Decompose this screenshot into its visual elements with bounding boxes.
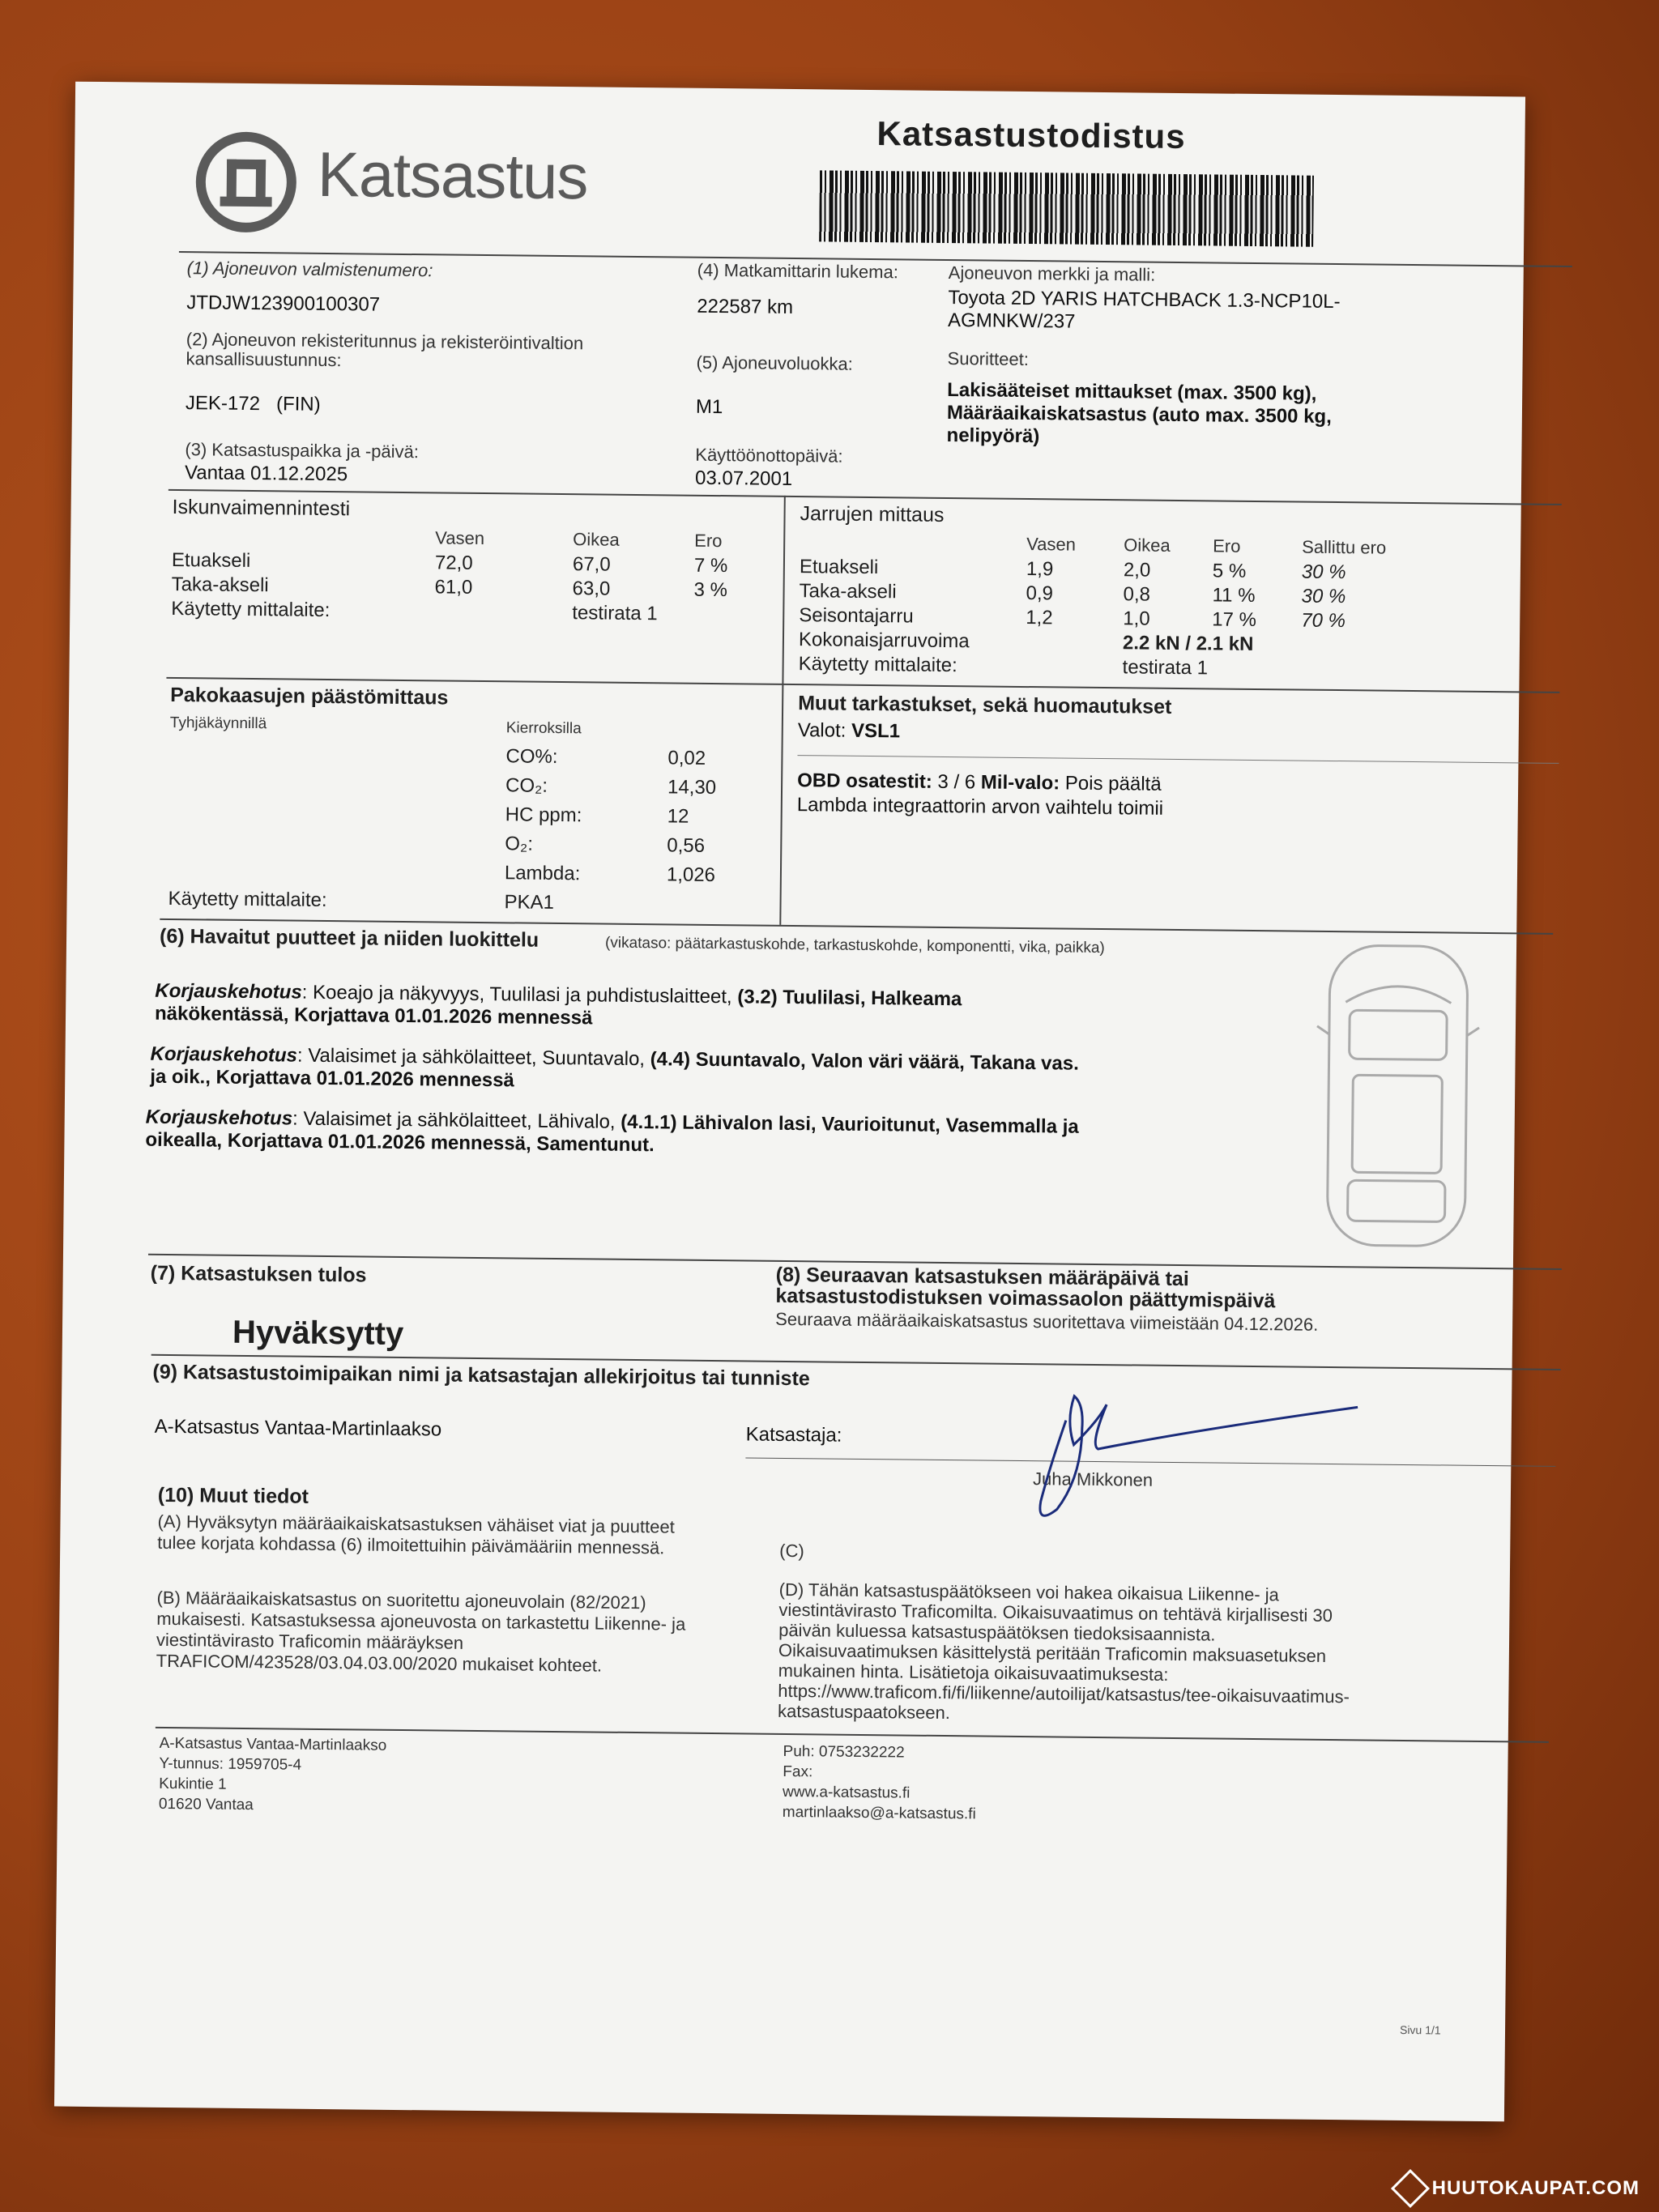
odometer-value: 222587 km <box>697 295 794 318</box>
shock-row-diff: 7 % <box>693 554 728 578</box>
brakes-row-left: 1,9 <box>1026 558 1054 581</box>
services-value-3: nelipyörä) <box>946 424 1040 448</box>
emission-value: 0,02 <box>667 747 706 769</box>
watermark-text: HUUTOKAUPAT.COM <box>1431 2177 1640 2199</box>
defect-line2: näkökentässä, Korjattava 01.01.2026 mennessä <box>154 1002 593 1029</box>
make-value-1: Toyota 2D YARIS HATCHBACK 1.3-NCP10L- <box>948 286 1341 313</box>
misc-b <box>156 1588 686 1677</box>
defect-level: Korjauskehotus <box>155 979 302 1004</box>
misc-a <box>157 1511 675 1559</box>
shock-device: testirata 1 <box>572 602 658 625</box>
misc-d-3: päivän kuluessa katsastuspäätöksen tiedoksisaannista. <box>778 1619 1216 1645</box>
emissions-idle: Tyhjäkäynnillä <box>169 714 267 733</box>
class-value: M1 <box>695 395 723 419</box>
barcode <box>819 170 1314 246</box>
brakes-col-left: Vasen <box>1026 534 1077 555</box>
mil-value: Pois päältä <box>1064 772 1162 795</box>
defect-line2: ja oik., Korjattava 01.01.2026 mennessä <box>150 1065 514 1092</box>
lights-value: VSL1 <box>851 719 901 743</box>
make-label: Ajoneuvon merkki ja malli: <box>948 262 1156 285</box>
misc-b-4: TRAFICOM/423528/03.04.03.00/2020 mukaiset kohteet. <box>156 1650 603 1676</box>
obd-label: OBD osatestit: <box>797 769 932 793</box>
brakes-total: 2.2 kN / 2.1 kN <box>1122 632 1254 655</box>
defect-area: : Valaisimet ja sähkölaitteet, Lähivalo, <box>292 1107 621 1133</box>
misc-d-5: mukainen hinta. Lisätietoja oikaisuvaatimuksesta: <box>778 1660 1169 1685</box>
obd-row <box>797 769 1162 796</box>
defect-line2: oikealla, Korjattava 01.01.2026 mennessä, Samentunut. <box>145 1128 655 1157</box>
obd-value: 3 / 6 <box>937 770 976 794</box>
misc-title: (10) Muut tiedot <box>157 1483 309 1508</box>
make-value-2: AGMNKW/237 <box>947 309 1076 333</box>
misc-d <box>778 1579 1350 1727</box>
footer-address <box>159 1733 387 1817</box>
watermark-logo-icon <box>1391 2169 1430 2208</box>
car-diagram-icon <box>1311 937 1484 1255</box>
misc-c: (C) <box>779 1540 804 1562</box>
brakes-row-diff: 17 % <box>1212 608 1257 631</box>
brakes-row-right: 1,0 <box>1123 607 1150 630</box>
brakes-row-allowed: 30 % <box>1301 560 1346 584</box>
footer-company: A-Katsastus Vantaa-Martinlaakso <box>159 1734 387 1754</box>
emissions-device-label: Käytetty mittalaite: <box>168 887 327 912</box>
first-use-label: Käyttöönottopäivä: <box>695 444 843 467</box>
emission-value: 1,026 <box>666 863 716 887</box>
signature <box>992 1371 1366 1537</box>
footer-city: 01620 Vantaa <box>158 1795 254 1814</box>
brakes-row-left: 1,2 <box>1026 607 1053 629</box>
defect-item <box>150 1043 1301 1101</box>
reg-value: JEK-172 (FIN) <box>185 392 321 416</box>
shock-row-name: Etuakseli <box>171 548 251 572</box>
shock-title: Iskunvaimennintesti <box>172 495 351 521</box>
shock-col-right: Oikea <box>573 529 620 550</box>
misc-b-2: mukaisesti. Katsastuksessa ajoneuvosta on tarkastettu Liikenne- ja <box>156 1608 686 1634</box>
brakes-title: Jarrujen mittaus <box>800 502 945 526</box>
defect-detail: (4.4) Suuntavalo, Valon väri väärä, Takana vas. <box>650 1048 1079 1075</box>
defect-item <box>145 1106 1312 1164</box>
brakes-row-left: 0,9 <box>1026 582 1054 605</box>
emission-value: 14,30 <box>667 776 717 799</box>
emissions-title: Pakokaasujen päästömittaus <box>170 683 449 710</box>
odometer-label: (4) Matkamittarin lukema: <box>697 259 899 283</box>
divider <box>797 755 1559 764</box>
services-value-1: Lakisääteiset mittaukset (max. 3500 kg), <box>947 378 1317 405</box>
result-label: (7) Katsastuksen tulos <box>150 1261 367 1287</box>
defect-item <box>155 980 1290 1038</box>
emission-value: 0,56 <box>667 834 706 857</box>
misc-b-3: viestintävirasto Traficomin määräyksen <box>156 1629 464 1653</box>
document-title: Katsastustodistus <box>876 114 1186 156</box>
place-label: (3) Katsastuspaikka ja -päivä: <box>185 439 420 462</box>
vin-value: JTDJW123900100307 <box>186 292 381 316</box>
station-name: A-Katsastus Vantaa-Martinlaakso <box>154 1415 442 1441</box>
services-label: Suoritteet: <box>947 347 1030 370</box>
brakes-row-name: Taka-akseli <box>799 580 897 603</box>
misc-d-4: Oikaisuvaatimuksen käsittelystä peritään Traficomin maksuasetuksen <box>778 1639 1327 1666</box>
emissions-rpm: Kierroksilla <box>505 719 582 738</box>
brakes-total-label: Kokonaisjarruvoima <box>798 629 970 653</box>
emission-name: O₂: <box>505 833 534 855</box>
inspection-certificate <box>54 82 1525 2122</box>
shock-row-right: 63,0 <box>572 578 611 600</box>
place-value: Vantaa 01.12.2025 <box>184 462 348 486</box>
misc-b-1: (B) Määräaikaiskatsastus on suoritettu ajoneuvolain (82/2021) <box>156 1587 646 1613</box>
next-label-2: katsastustodistuksen voimassaolon päättymispäivä <box>775 1284 1276 1313</box>
shock-device-label: Käytetty mittalaite: <box>171 597 331 622</box>
emission-value: 12 <box>667 805 689 828</box>
next-text: Seuraava määräaikaiskatsastus suoritettava viimeistään 04.12.2026. <box>775 1308 1319 1335</box>
brakes-col-allowed: Sallittu ero <box>1302 536 1387 558</box>
brakes-row-allowed: 70 % <box>1301 609 1346 633</box>
class-label: (5) Ajoneuvoluokka: <box>696 352 853 374</box>
defect-detail: (4.1.1) Lähivalon lasi, Vaurioitunut, Vasemmalla ja <box>621 1110 1079 1138</box>
page-number: Sivu 1/1 <box>1399 2022 1441 2037</box>
defect-area: : Valaisimet ja sähkölaitteet, Suuntavalo, <box>296 1044 650 1071</box>
mil-label: Mil-valo: <box>980 771 1060 795</box>
misc-a-1: (A) Hyväksytyn määräaikaiskatsastuksen vähäiset viat ja puutteet <box>157 1511 675 1537</box>
defect-detail: (3.2) Tuulilasi, Halkeama <box>737 986 962 1011</box>
lambda-note: Lambda integraattorin arvon vaihtelu toimii <box>796 794 1164 820</box>
defects-title: (6) Havaitut puutteet ja niiden luokittelu <box>159 924 539 952</box>
shock-row-name: Taka-akseli <box>171 573 269 597</box>
emission-name: CO₂: <box>505 774 548 797</box>
brakes-row-right: 2,0 <box>1123 559 1151 582</box>
watermark <box>1397 2175 1640 2202</box>
footer-fax: Fax: <box>783 1762 813 1781</box>
misc-d-2: viestintävirasto Traficomilta. Oikaisuvaatimus on tehtävä kirjallisesti 30 <box>778 1599 1333 1626</box>
shock-row-right: 67,0 <box>572 553 611 576</box>
logo-a <box>227 160 267 199</box>
lights-label: Valot: <box>797 719 847 742</box>
first-use-value: 03.07.2001 <box>694 467 793 490</box>
footer-street: Kukintie 1 <box>159 1775 227 1793</box>
brakes-device-label: Käytetty mittalaite: <box>798 653 957 677</box>
defect-level: Korjauskehotus <box>150 1042 298 1067</box>
misc-d-7: katsastuspaatokseen. <box>777 1700 951 1724</box>
shock-row-diff: 3 % <box>693 578 728 602</box>
misc-a-2: tulee korjata kohdassa (6) ilmoitettuihin päivämääriin mennessä. <box>157 1532 665 1558</box>
brakes-row-name: Seisontajarru <box>799 604 914 628</box>
brakes-device: testirata 1 <box>1122 656 1209 680</box>
footer-ytunnus: Y-tunnus: 1959705-4 <box>159 1754 302 1774</box>
brakes-row-name: Etuakseli <box>799 556 879 579</box>
services-value-2: Määräaikaiskatsastus (auto max. 3500 kg, <box>946 401 1332 428</box>
defect-area: : Koeajo ja näkyvyys, Tuulilasi ja puhdistuslaitteet, <box>301 981 738 1008</box>
result-value: Hyväksytty <box>232 1314 404 1353</box>
misc-d-1: (D) Tähän katsastuspäätökseen voi hakea oikaisua Liikenne- ja <box>778 1579 1279 1605</box>
misc-d-6: https://www.traficom.fi/fi/liikenne/autoilijat/katsastus/tee-oikaisuvaatimus- <box>778 1680 1350 1707</box>
next-label-1: (8) Seuraavan katsastuksen määräpäivä tai <box>775 1263 1189 1291</box>
brakes-col-diff: Ero <box>1213 535 1241 556</box>
footer-web: www.a-katsastus.fi <box>782 1783 911 1802</box>
defects-subtitle: (vikataso: päätarkastuskohde, tarkastuskohde, komponentti, vika, paikka) <box>604 934 1105 957</box>
reg-label-2: kansallisuustunnus: <box>186 348 342 371</box>
vin-label: (1) Ajoneuvon valmistenumero: <box>186 258 433 281</box>
other-checks-title: Muut tarkastukset, sekä huomautukset <box>798 692 1172 718</box>
footer-contact <box>783 1741 977 1824</box>
reg-label: (2) Ajoneuvon rekisteritunnus ja rekisteröintivaltion <box>186 329 584 354</box>
inspector-name: Juha Mikkonen <box>1033 1468 1154 1490</box>
shock-row-left: 72,0 <box>434 552 473 574</box>
inspector-label: Katsastaja: <box>745 1423 842 1447</box>
shock-col-left: Vasen <box>435 527 485 549</box>
emission-name: Lambda: <box>504 862 581 885</box>
shock-col-diff: Ero <box>694 530 723 552</box>
brakes-row-diff: 11 % <box>1212 584 1256 607</box>
brakes-row-allowed: 30 % <box>1301 585 1346 608</box>
defect-level: Korjauskehotus <box>145 1106 293 1130</box>
divider-vertical <box>779 496 786 925</box>
lights-row <box>798 719 901 743</box>
footer-email: martinlaakso@a-katsastus.fi <box>782 1803 976 1823</box>
brakes-row-right: 0,8 <box>1123 583 1151 606</box>
brakes-row-diff: 5 % <box>1212 560 1247 582</box>
logo-text: Katsastus <box>317 138 588 213</box>
shock-row-left: 61,0 <box>434 576 473 599</box>
emission-name: HC ppm: <box>505 803 582 827</box>
brakes-col-right: Oikea <box>1124 535 1171 556</box>
footer-phone: Puh: 0753232222 <box>783 1742 905 1762</box>
emission-name: CO%: <box>505 745 558 768</box>
emissions-device: PKA1 <box>504 891 555 914</box>
station-label: (9) Katsastustoimipaikan nimi ja katsastajan allekirjoitus tai tunniste <box>152 1360 810 1391</box>
